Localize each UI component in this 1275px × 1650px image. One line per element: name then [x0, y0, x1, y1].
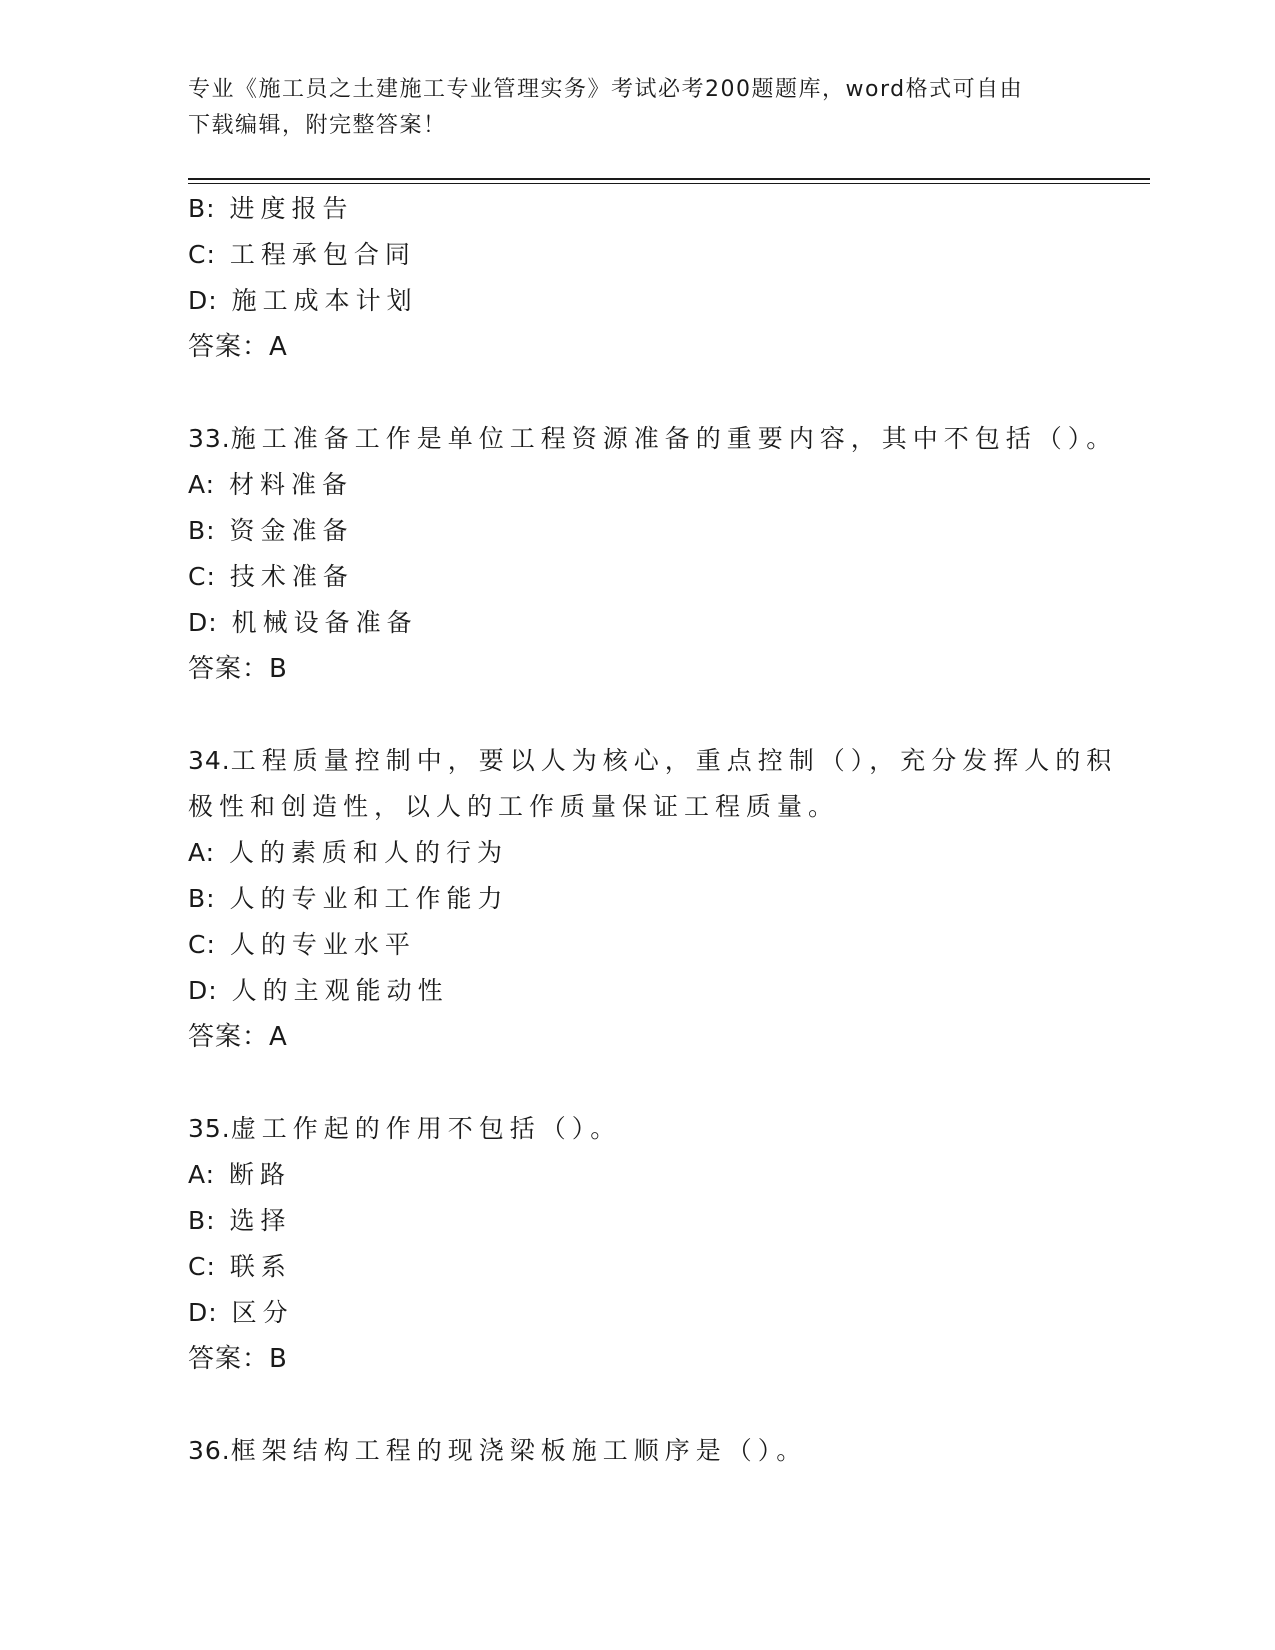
- option-b: [188, 1198, 1088, 1244]
- option-letter: D:: [188, 286, 218, 315]
- option-b: [188, 508, 1088, 554]
- answer-line: 答案：B: [188, 654, 288, 684]
- option-letter: D:: [188, 1298, 218, 1327]
- question-stem: [188, 1106, 1088, 1152]
- option-letter: D:: [188, 976, 218, 1005]
- option-text: 人的专业和工作能力: [229, 884, 509, 913]
- spacer: [188, 692, 1088, 738]
- document-header: [188, 72, 1088, 144]
- question-stem: [188, 1428, 1088, 1474]
- question-35: [188, 1106, 1088, 1382]
- question-text: 框架结构工程的现浇梁板施工顺序是（）。: [230, 1436, 808, 1465]
- option-letter: A:: [188, 1160, 216, 1189]
- question-number: 33.: [188, 424, 231, 453]
- header-divider-thick: [188, 178, 1150, 180]
- option-letter: C:: [188, 240, 216, 269]
- option-text: 联系: [229, 1252, 292, 1281]
- option-text: 人的素质和人的行为: [229, 838, 509, 867]
- option-letter: A:: [188, 838, 216, 867]
- option-d: [188, 278, 1088, 324]
- question-34: [188, 738, 1118, 1060]
- answer-line: 答案：A: [188, 1022, 288, 1052]
- option-a: [188, 830, 1088, 876]
- option-c: [188, 1244, 1088, 1290]
- question-stem-continued: 极性和创造性，以人的工作质量保证工程质量。: [188, 792, 840, 821]
- spacer: [188, 1060, 1088, 1106]
- option-text: 断路: [229, 1160, 292, 1189]
- option-letter: B:: [188, 884, 216, 913]
- question-33: [188, 416, 1118, 692]
- option-letter: B:: [188, 516, 216, 545]
- question-number: 35.: [188, 1114, 231, 1143]
- question-36: [188, 1428, 1088, 1474]
- question-text: 虚工作起的作用不包括（）。: [230, 1114, 622, 1143]
- header-line-1: 专业《施工员之土建施工专业管理实务》考试必考200题题库，word格式可自由: [188, 77, 1024, 102]
- question-number: 36.: [188, 1436, 231, 1465]
- option-text: 工程承包合同: [229, 240, 416, 269]
- option-d: [188, 968, 1088, 1014]
- spacer: [188, 370, 1088, 416]
- option-a: [188, 1152, 1088, 1198]
- option-text: 选择: [229, 1206, 292, 1235]
- option-text: 人的主观能动性: [231, 976, 449, 1005]
- document-body: [188, 186, 1118, 1474]
- option-d: [188, 1290, 1088, 1336]
- option-letter: B:: [188, 194, 216, 223]
- option-c: [188, 232, 1088, 278]
- option-text: 机械设备准备: [231, 608, 418, 637]
- option-b: [188, 876, 1088, 922]
- option-letter: C:: [188, 930, 216, 959]
- question-number: 34.: [188, 746, 231, 775]
- option-letter: C:: [188, 562, 216, 591]
- option-text: 技术准备: [229, 562, 354, 591]
- option-letter: C:: [188, 1252, 216, 1281]
- option-text: 区分: [231, 1298, 294, 1327]
- option-letter: A:: [188, 470, 216, 499]
- header-line-2: 下载编辑，附完整答案！: [188, 113, 447, 138]
- option-letter: B:: [188, 1206, 216, 1235]
- answer-line: 答案：B: [188, 1344, 288, 1374]
- option-text: 材料准备: [229, 470, 354, 499]
- option-b: [188, 186, 1088, 232]
- question-text: 施工准备工作是单位工程资源准备的重要内容，其中不包括（）。: [230, 424, 1118, 453]
- option-c: [188, 554, 1088, 600]
- question-text: 工程质量控制中，要以人为核心，重点控制（），充分发挥人的积: [230, 746, 1118, 775]
- answer-line: 答案：A: [188, 332, 288, 362]
- option-text: 施工成本计划: [231, 286, 418, 315]
- question-stem: [188, 416, 1118, 462]
- spacer: [188, 1382, 1088, 1428]
- option-text: 资金准备: [229, 516, 354, 545]
- option-d: [188, 600, 1088, 646]
- option-letter: D:: [188, 608, 218, 637]
- option-a: [188, 462, 1088, 508]
- header-divider-thin: [188, 183, 1150, 184]
- question-stem: [188, 738, 1118, 784]
- prev-question-block: [188, 186, 1088, 370]
- option-c: [188, 922, 1088, 968]
- option-text: 进度报告: [229, 194, 354, 223]
- option-text: 人的专业水平: [229, 930, 416, 959]
